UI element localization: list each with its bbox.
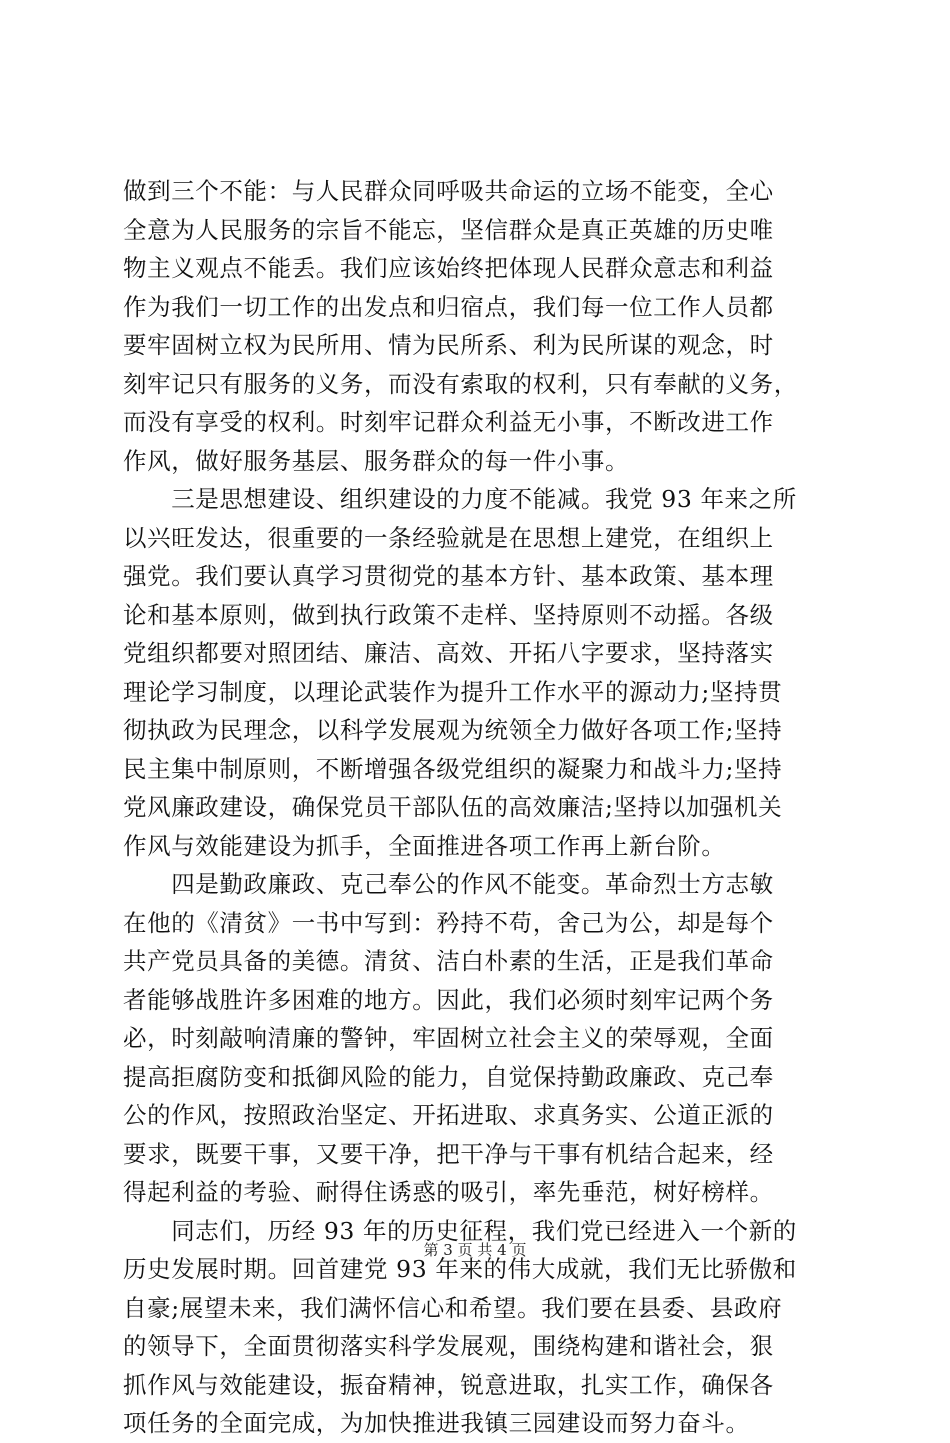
- text-line: 全意为人民服务的宗旨不能忘，坚信群众是真正英雄的历史唯: [123, 215, 774, 244]
- text-line: 自豪;展望未来，我们满怀信心和希望。我们要在县委、县政府: [123, 1293, 783, 1322]
- text-line: 三是思想建设、组织建设的力度不能减。我党 93 年来之所: [123, 485, 797, 513]
- text-line: 必，时刻敲响清廉的警钟，牢固树立社会主义的荣辱观，全面: [123, 1024, 774, 1052]
- text-line: 抓作风与效能建设，振奋精神，锐意进取，扎实工作，确保各: [123, 1370, 774, 1399]
- text-line: 强党。我们要认真学习贯彻党的基本方针、基本政策、基本理: [123, 562, 774, 590]
- text-line: 彻执政为民理念，以科学发展观为统领全力做好各项工作;坚持: [123, 716, 783, 744]
- text-line: 以兴旺发达，很重要的一条经验就是在思想上建党，在组织上: [123, 523, 774, 552]
- text-line: 要求，既要干事，又要干净，把干净与干事有机结合起来，经: [123, 1139, 774, 1168]
- text-line: 四是勤政廉政、克己奉公的作风不能变。革命烈士方志敏: [123, 870, 774, 898]
- text-line: 作为我们一切工作的出发点和归宿点，我们每一位工作人员都: [123, 292, 774, 321]
- text-line: 者能够战胜许多困难的地方。因此，我们必须时刻牢记两个务: [123, 985, 774, 1014]
- text-line: 历史发展时期。回首建党 93 年来的伟大成就，我们无比骄傲和: [123, 1255, 797, 1283]
- page-number-label: 第 3 页 共 4 页: [423, 1241, 527, 1259]
- text-line: 做到三个不能：与人民群众同呼吸共命运的立场不能变，全心: [123, 177, 774, 205]
- text-line: 在他的《清贫》一书中写到：矜持不苟，舍己为公，却是每个: [123, 908, 774, 937]
- text-line: 作风与效能建设为抓手，全面推进各项工作再上新台阶。: [123, 831, 726, 860]
- text-line: 作风，做好服务基层、服务群众的每一件小事。: [123, 446, 630, 475]
- text-line: 项任务的全面完成，为加快推进我镇三园建设而努力奋斗。: [123, 1409, 750, 1437]
- text-line: 得起利益的考验、耐得住诱惑的吸引，率先垂范，树好榜样。: [123, 1178, 774, 1206]
- text-line: 党组织都要对照团结、廉洁、高效、开拓八字要求，坚持落实: [123, 639, 774, 667]
- text-line: 而没有享受的权利。时刻牢记群众利益无小事，不断改进工作: [123, 408, 774, 436]
- text-line: 物主义观点不能丢。我们应该始终把体现人民群众意志和利益: [123, 254, 774, 282]
- text-line: 理论学习制度，以理论武装作为提升工作水平的源动力;坚持贯: [123, 677, 783, 706]
- text-line: 论和基本原则，做到执行政策不走样、坚持原则不动摇。各级: [123, 600, 774, 629]
- text-line: 党风廉政建设，确保党员干部队伍的高效廉洁;坚持以加强机关: [123, 793, 783, 821]
- text-line: 公的作风，按照政治坚定、开拓进取、求真务实、公道正派的: [123, 1101, 774, 1129]
- text-line: 民主集中制原则，不断增强各级党组织的凝聚力和战斗力;坚持: [123, 754, 783, 783]
- text-line: 要牢固树立权为民所用、情为民所系、利为民所谋的观念，时: [123, 331, 774, 359]
- text-line: 提高拒腐防变和抵御风险的能力，自觉保持勤政廉政、克己奉: [123, 1062, 774, 1091]
- text-line: 的领导下，全面贯彻落实科学发展观，围绕构建和谐社会，狠: [123, 1332, 774, 1360]
- text-line: 共产党员具备的美德。清贫、洁白朴素的生活，正是我们革命: [123, 947, 774, 975]
- page-footer: [0, 1240, 950, 1260]
- text-line: 同志们，历经 93 年的历史征程，我们党已经进入一个新的: [123, 1216, 797, 1245]
- text-line: 刻牢记只有服务的义务，而没有索取的权利，只有奉献的义务，: [123, 369, 798, 398]
